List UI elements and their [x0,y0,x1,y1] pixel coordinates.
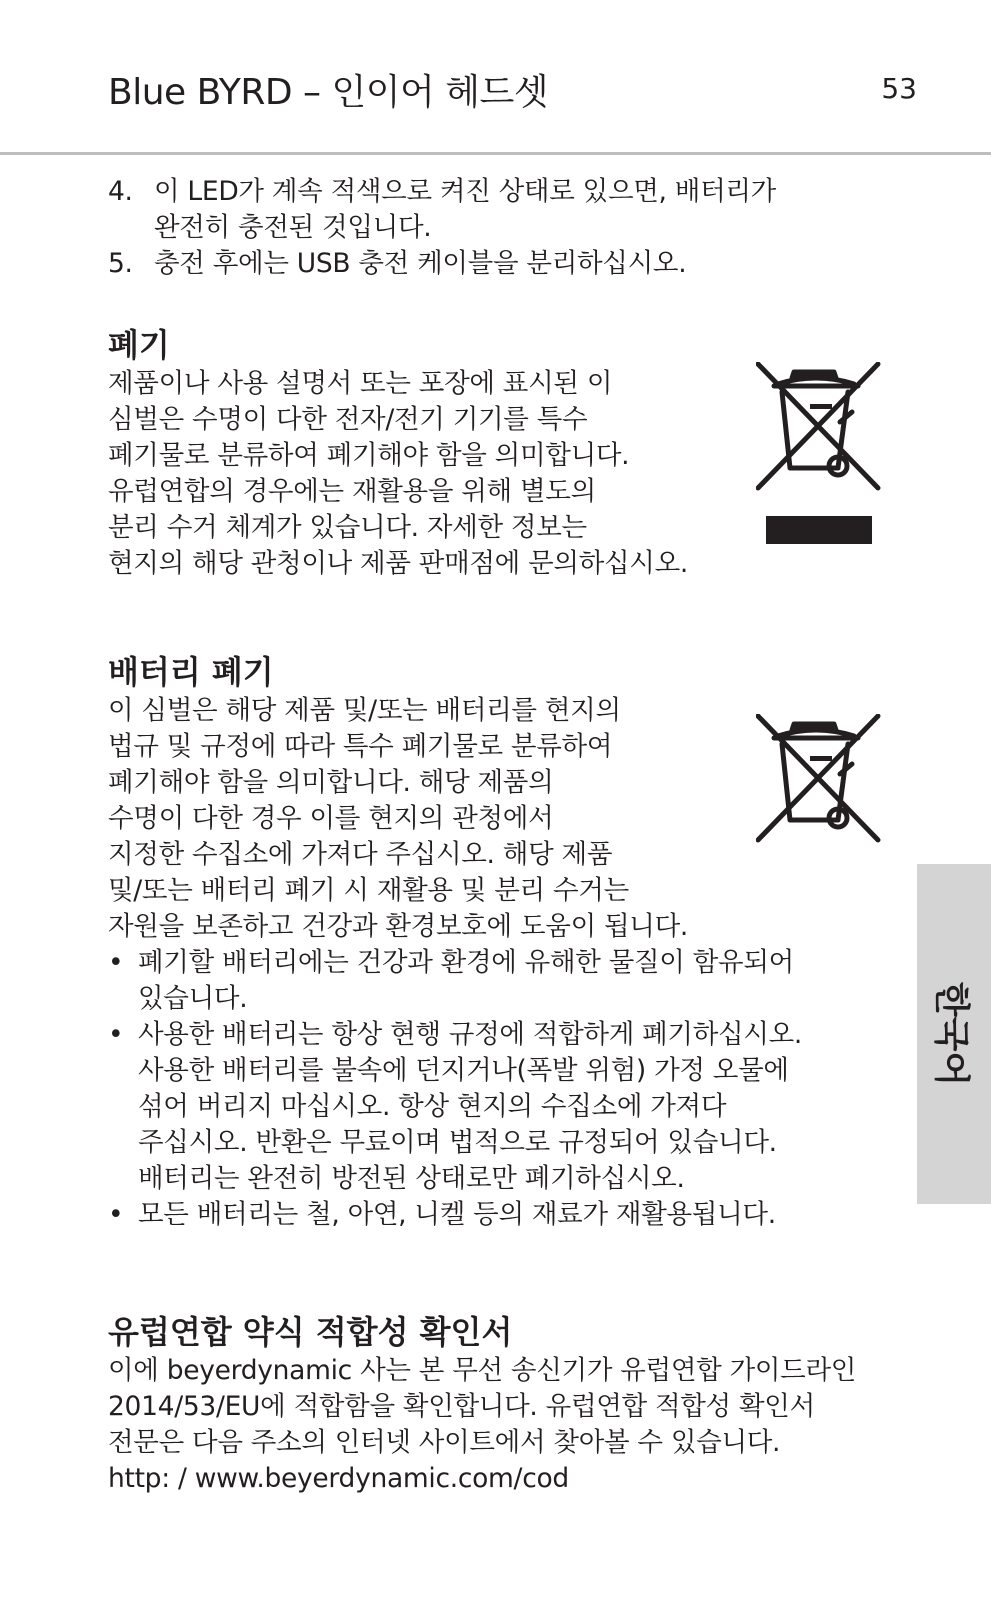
paragraph-line: 2014/53/EU에 적합함을 확인합니다. 유럽연합 적합성 확인서 [108,1391,815,1422]
bullet-icon: • [108,1199,124,1230]
bullet-line: 배터리는 완전히 방전된 상태로만 폐기하십시오. [138,1163,685,1194]
eu-conformity-body [108,1353,856,1497]
bullet-line: 있습니다. [138,983,248,1014]
step-number: 4. [108,176,133,207]
paragraph-line: 분리 수거 체계가 있습니다. 자세한 정보는 [108,512,587,543]
paragraph-line: 폐기물로 분류하여 폐기해야 함을 의미합니다. [108,440,630,471]
paragraph-line: 심벌은 수명이 다한 전자/전기 기기를 특수 [108,404,588,435]
language-tab-label: 한국어 [930,981,972,1087]
paragraph-line: 유럽연합의 경우에는 재활용을 위해 별도의 [108,476,596,507]
paragraph-line: 수명이 다한 경우 이를 현지의 관청에서 [108,803,554,834]
paragraph-line: 전문은 다음 주소의 인터넷 사이트에서 찾아볼 수 있습니다. [108,1427,781,1458]
list-item [108,246,776,282]
paragraph-line: 법규 및 규정에 따라 특수 폐기물로 분류하여 [108,731,613,762]
paragraph-line: 폐기해야 함을 의미합니다. 해당 제품의 [108,767,554,798]
bullet-icon: • [108,947,124,978]
conformity-url: http: / www.beyerdynamic.com/cod [108,1463,569,1494]
document-title: Blue BYRD – 인이어 헤드셋 [108,72,549,113]
list-item [108,174,776,246]
page-number: 53 [881,72,917,105]
paragraph-line: 및/또는 배터리 폐기 시 재활용 및 분리 수거는 [108,875,629,906]
battery-disposal-body [108,693,802,1233]
bullet-line: 섞어 버리지 마십시오. 항상 현지의 수집소에 가져다 [138,1091,727,1122]
bullet-line: 사용한 배터리는 항상 현행 규정에 적합하게 폐기하십시오. [138,1019,803,1050]
list-item [108,1017,802,1197]
disposal-body [108,366,688,582]
paragraph-line: 지정한 수집소에 가져다 주십시오. 해당 제품 [108,839,613,870]
step-line: 충전 후에는 USB 충전 케이블을 분리하십시오. [154,248,687,279]
paragraph-line: 이 심벌은 해당 제품 및/또는 배터리를 현지의 [108,695,621,726]
weee-crossed-bin-icon [756,362,884,550]
step-line: 완전히 충전된 것입니다. [154,212,432,243]
bullet-line: 사용한 배터리를 불속에 던지거나(폭발 위험) 가정 오물에 [138,1055,789,1086]
battery-crossed-bin-icon [756,714,884,854]
language-tab [917,864,991,1204]
paragraph-line: 자원을 보존하고 건강과 환경보호에 도움이 됩니다. [108,911,689,942]
disposal-heading: 폐기 [108,326,170,364]
list-item [108,945,802,1017]
eu-conformity-heading: 유럽연합 약식 적합성 확인서 [108,1313,513,1351]
battery-disposal-heading: 배터리 폐기 [108,653,274,691]
header-divider [0,152,991,155]
step-line: 이 LED가 계속 적색으로 켜진 상태로 있으면, 배터리가 [154,176,776,207]
step-number: 5. [108,248,133,279]
bullet-line: 모든 배터리는 철, 아연, 니켈 등의 재료가 재활용됩니다. [138,1199,776,1230]
paragraph-line: 현지의 해당 관청이나 제품 판매점에 문의하십시오. [108,548,689,579]
bullet-line: 주십시오. 반환은 무료이며 법적으로 규정되어 있습니다. [138,1127,777,1158]
paragraph-line: 제품이나 사용 설명서 또는 포장에 표시된 이 [108,368,613,399]
paragraph-line: 이에 beyerdynamic 사는 본 무선 송신기가 유럽연합 가이드라인 [108,1355,857,1386]
bullet-line: 폐기할 배터리에는 건강과 환경에 유해한 물질이 함유되어 [138,947,794,978]
bullet-icon: • [108,1019,124,1050]
list-item [108,1197,802,1233]
charging-steps [108,174,776,282]
